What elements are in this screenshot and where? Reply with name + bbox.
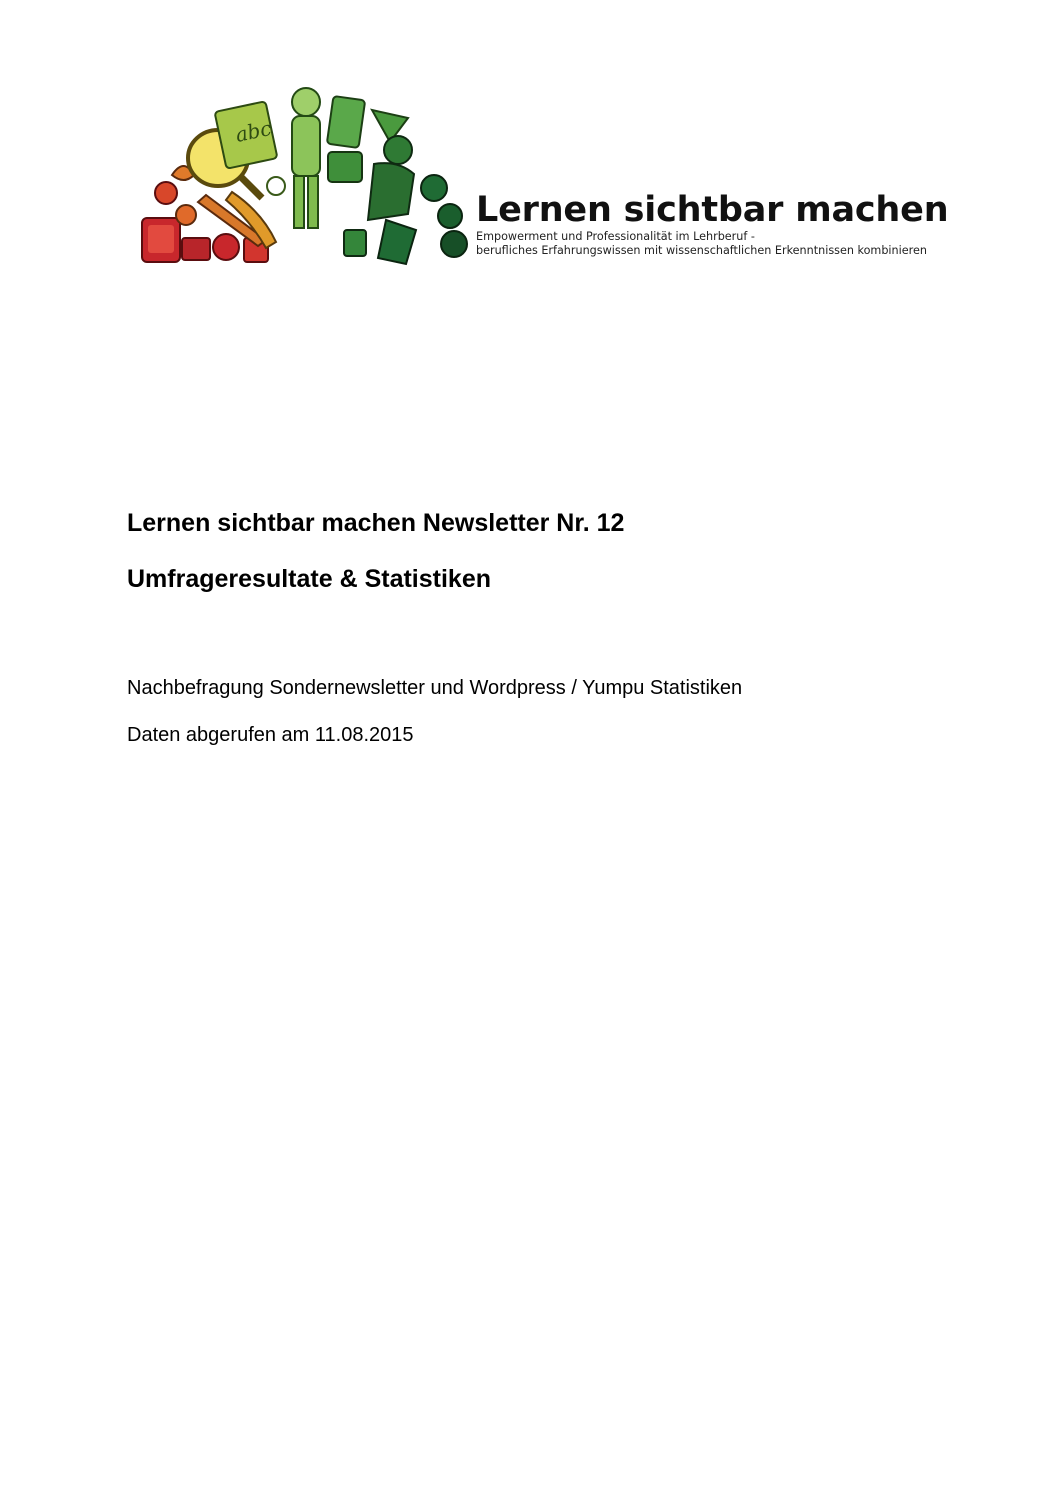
speech-bubble-icon-2	[438, 204, 462, 228]
illustration-label: abc	[233, 115, 274, 147]
document-subtitle-heading: Umfrageresultate & Statistiken	[127, 565, 492, 593]
ball-icon	[213, 234, 239, 260]
child-figure	[292, 88, 320, 116]
cube-icon	[344, 230, 366, 256]
apple-icon	[155, 182, 177, 204]
shell-icon	[176, 205, 196, 225]
face-icon	[441, 231, 467, 257]
book-icon	[327, 96, 365, 148]
radio-icon	[182, 238, 210, 260]
brand-subtitle-line1: Empowerment und Professionalität im Lehrberuf -	[476, 230, 755, 243]
brand-subtitle-line2: berufliches Erfahrungswissen mit wissenschaftlichen Erkenntnissen kombinieren	[476, 244, 927, 257]
chair-icon	[378, 220, 416, 264]
logo-header	[136, 80, 949, 270]
books-icon	[328, 152, 362, 182]
document-description: Nachbefragung Sondernewsletter und Wordpress / Yumpu Statistiken	[127, 677, 743, 699]
atom-icon	[267, 177, 285, 195]
document-title: Lernen sichtbar machen Newsletter Nr. 12	[127, 509, 625, 537]
brand-title: Lernen sichtbar machen	[476, 190, 949, 230]
brand-block	[476, 190, 949, 258]
speech-bubble-icon	[421, 175, 447, 201]
document-date: Daten abgerufen am 11.08.2015	[127, 724, 414, 746]
logo-illustration	[136, 80, 476, 270]
adult-figure	[384, 136, 412, 164]
